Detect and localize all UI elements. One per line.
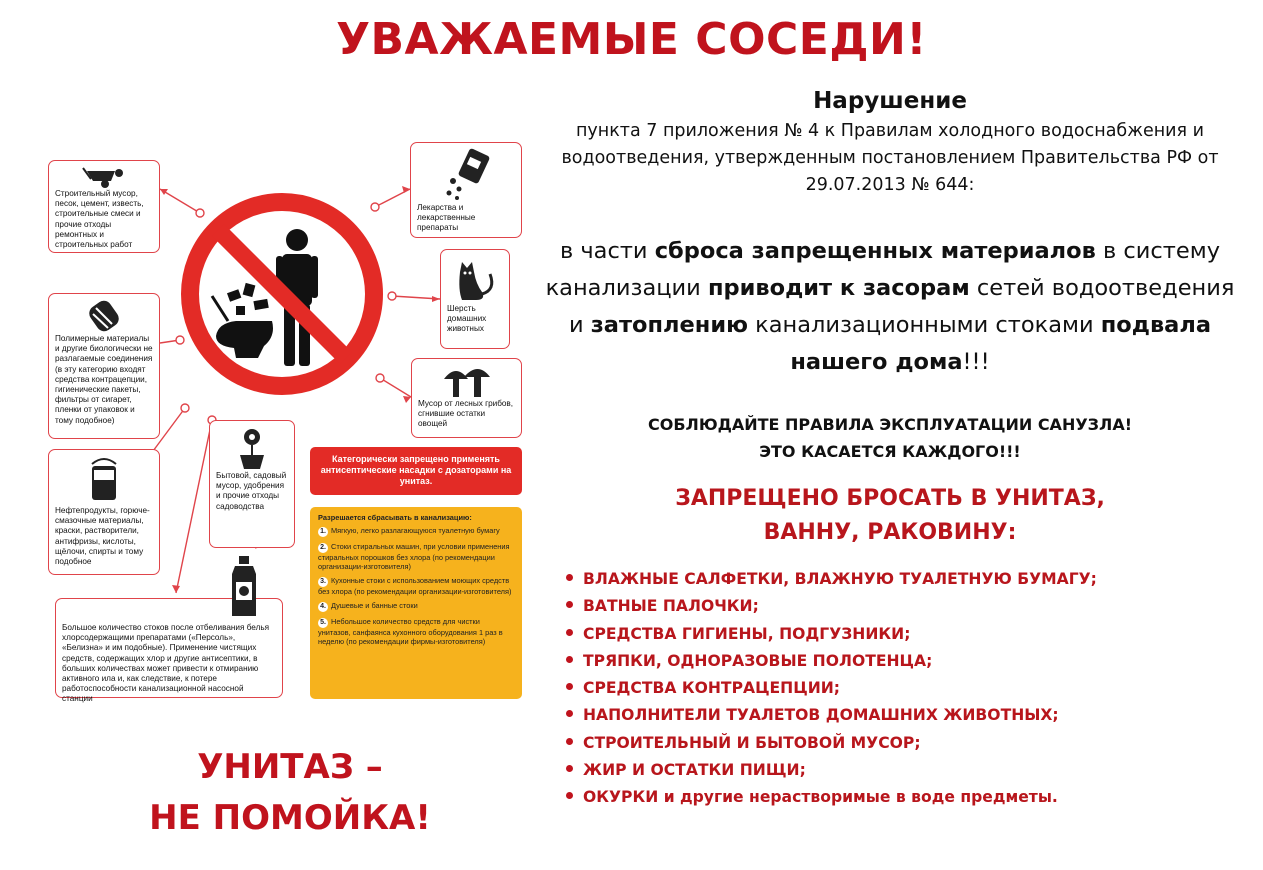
list-item-text: ЖИР И ОСТАТКИ ПИЩИ; bbox=[583, 761, 806, 780]
list-item bbox=[566, 593, 1256, 620]
allowed-item-text: Стоки стиральных машин, при условии применения стиральных порошков без хлора (по рекомендации организации-изготовителя) bbox=[318, 542, 510, 571]
list-item-text: и другие нерастворимые в воде предметы. bbox=[658, 788, 1058, 807]
consequence-part: канализационными стоками bbox=[747, 312, 1101, 338]
allowed-item-text: Душевые и банные стоки bbox=[331, 601, 418, 610]
slogan-line: УНИТАЗ – bbox=[197, 747, 383, 787]
card-oil-text: Нефтепродукты, горюче-смазочные материалы, краски, растворители, антифризы, кислоты, щёлочи, спирты и тому подобное bbox=[55, 506, 150, 567]
bullet-icon bbox=[566, 629, 573, 636]
consequence-part: сетей водоотведения и bbox=[568, 275, 1235, 338]
list-item bbox=[566, 757, 1256, 784]
bullet-icon bbox=[566, 683, 573, 690]
card-chlorine-text: Большое количество стоков после отбеливания белья хлорсодержащими препаратами («Персоль», «Белизна» и им подобные). Применение чистящих средств, содержащих хлор и другие антисептики, в больших количествах может привести к отмиранию активного ила и, как следствие, к потере работоспособности канализационной насосной станции bbox=[62, 623, 270, 704]
bullet-icon bbox=[566, 656, 573, 663]
forbid-heading bbox=[545, 482, 1235, 550]
card-household-text: Бытовой, садовый мусор, удобрения и прочие отходы садоводства bbox=[216, 471, 287, 511]
allowed-title: Разрешается сбрасывать в канализацию: bbox=[318, 513, 472, 522]
bullet-icon bbox=[566, 738, 573, 745]
card-polymer-text: Полимерные материалы и другие биологически не разлагаемые соединения (в эту категорию входят средства контрацепции, гигиенические пакеты, фильтры от сигарет, пленки от упаковок и тому подобное) bbox=[55, 334, 153, 425]
bullet-icon bbox=[566, 574, 573, 581]
violation-text: пункта 7 приложения № 4 к Правилам холодного водоснабжения и водоотведения, утвержденным постановлением Правительства РФ от 29.07.2013 № 644: bbox=[561, 121, 1219, 195]
allowed-box bbox=[310, 507, 522, 699]
slogan bbox=[130, 742, 450, 844]
consequence-part: в систему канализации bbox=[545, 238, 1221, 301]
allowed-item bbox=[318, 617, 514, 646]
consequence-bold: приводит к засорам bbox=[707, 275, 970, 301]
card-pet-hair bbox=[440, 249, 510, 349]
violation-heading: Нарушение bbox=[813, 88, 967, 114]
allowed-item-number: 1. bbox=[318, 527, 328, 537]
consequence-part: в части bbox=[559, 238, 655, 264]
consequence-part: !!! bbox=[962, 349, 990, 375]
list-item-bold: ОКУРКИ bbox=[583, 788, 659, 807]
consequence-bold: сброса запрещенных материалов bbox=[654, 238, 1096, 264]
list-item bbox=[566, 702, 1256, 729]
consequence-bold: затоплению bbox=[590, 312, 748, 338]
rules-line: СОБЛЮДАЙТЕ ПРАВИЛА ЭКСПЛУАТАЦИИ САНУЗЛА! bbox=[647, 415, 1132, 434]
card-construction bbox=[48, 160, 160, 253]
allowed-item-text: Кухонные стоки с использованием моющих средств без хлора (по рекомендации организации-изготовителя) bbox=[318, 576, 512, 596]
list-item bbox=[566, 648, 1256, 675]
bullet-icon bbox=[566, 710, 573, 717]
list-item-text: СТРОИТЕЛЬНЫЙ И БЫТОВОЙ МУСОР; bbox=[583, 733, 921, 752]
list-item-text: ВАТНЫЕ ПАЛОЧКИ; bbox=[583, 597, 759, 616]
allowed-item bbox=[318, 526, 514, 537]
card-polymer bbox=[48, 293, 160, 439]
flower-pot-icon bbox=[232, 425, 272, 471]
list-item-text: СРЕДСТВА КОНТРАЦЕПЦИИ; bbox=[583, 679, 841, 698]
allowed-item-number: 4. bbox=[318, 602, 328, 612]
bullet-icon bbox=[566, 765, 573, 772]
prohibition-sign-icon bbox=[176, 188, 388, 400]
allowed-item-number: 3. bbox=[318, 577, 328, 587]
mushrooms-icon bbox=[442, 363, 492, 399]
card-mushrooms bbox=[411, 358, 522, 438]
bullet-icon bbox=[566, 792, 573, 799]
allowed-item-number: 5. bbox=[318, 618, 328, 628]
allowed-item-number: 2. bbox=[318, 543, 328, 553]
allowed-item-text: Мягкую, легко разлагающуюся туалетную бумагу bbox=[331, 526, 500, 535]
bleach-bottle-icon bbox=[229, 556, 259, 618]
bullet-icon bbox=[566, 601, 573, 608]
list-item-text: ТРЯПКИ, ОДНОРАЗОВЫЕ ПОЛОТЕНЦА; bbox=[583, 651, 933, 670]
forbidden-list bbox=[566, 566, 1256, 812]
cat-icon bbox=[452, 254, 498, 304]
rules-text bbox=[545, 411, 1235, 465]
notice-block bbox=[545, 88, 1235, 550]
allowed-item bbox=[318, 542, 514, 571]
card-oil bbox=[48, 449, 160, 575]
card-construction-text: Строительный мусор, песок, цемент, известь, строительные смеси и прочие отходы ремонтных и строительных работ bbox=[55, 189, 144, 250]
rules-line: ЭТО КАСАЕТСЯ КАЖДОГО!!! bbox=[759, 442, 1021, 461]
antiseptic-warning: Категорически запрещено применять антисептические насадки с дозаторами на унитаз. bbox=[310, 447, 522, 495]
sanitary-pad-icon bbox=[84, 298, 124, 334]
paint-bucket-icon bbox=[84, 454, 124, 506]
list-item bbox=[566, 730, 1256, 757]
pills-icon bbox=[441, 147, 491, 203]
page-title: УВАЖАЕМЫЕ СОСЕДИ! bbox=[336, 14, 927, 65]
card-medicine-text: Лекарства и лекарственные препараты bbox=[417, 203, 476, 233]
forbid-line: ВАННУ, РАКОВИНУ: bbox=[763, 520, 1017, 545]
consequence-text bbox=[545, 233, 1235, 381]
card-household bbox=[209, 420, 295, 548]
card-mushrooms-text: Мусор от лесных грибов, сгнившие остатки овощей bbox=[418, 399, 514, 429]
allowed-item bbox=[318, 601, 514, 612]
list-item bbox=[566, 675, 1256, 702]
consequence-bold: подвала нашего дома bbox=[790, 312, 1212, 375]
slogan-line: НЕ ПОМОЙКА! bbox=[149, 798, 431, 838]
list-item-text: ВЛАЖНЫЕ САЛФЕТКИ, ВЛАЖНУЮ ТУАЛЕТНУЮ БУМАГУ; bbox=[583, 570, 1097, 588]
list-item bbox=[566, 566, 1256, 593]
list-item-text: НАПОЛНИТЕЛИ ТУАЛЕТОВ ДОМАШНИХ ЖИВОТНЫХ; bbox=[583, 706, 1059, 725]
list-item bbox=[566, 621, 1256, 648]
card-pet-hair-text: Шерсть домашних животных bbox=[447, 304, 487, 334]
card-medicine bbox=[410, 142, 522, 238]
list-item bbox=[566, 784, 1256, 811]
list-item-text: СРЕДСТВА ГИГИЕНЫ, ПОДГУЗНИКИ; bbox=[583, 624, 911, 643]
allowed-item-text: Небольшое количество средств для чистки унитазов, санфаянса кухонного оборудования 1 раз в неделю (по рекомендации фирмы-изготовителя) bbox=[318, 617, 503, 646]
allowed-item bbox=[318, 576, 514, 596]
forbid-line: ЗАПРЕЩЕНО БРОСАТЬ В УНИТАЗ, bbox=[675, 486, 1105, 511]
wheelbarrow-icon bbox=[81, 165, 127, 189]
